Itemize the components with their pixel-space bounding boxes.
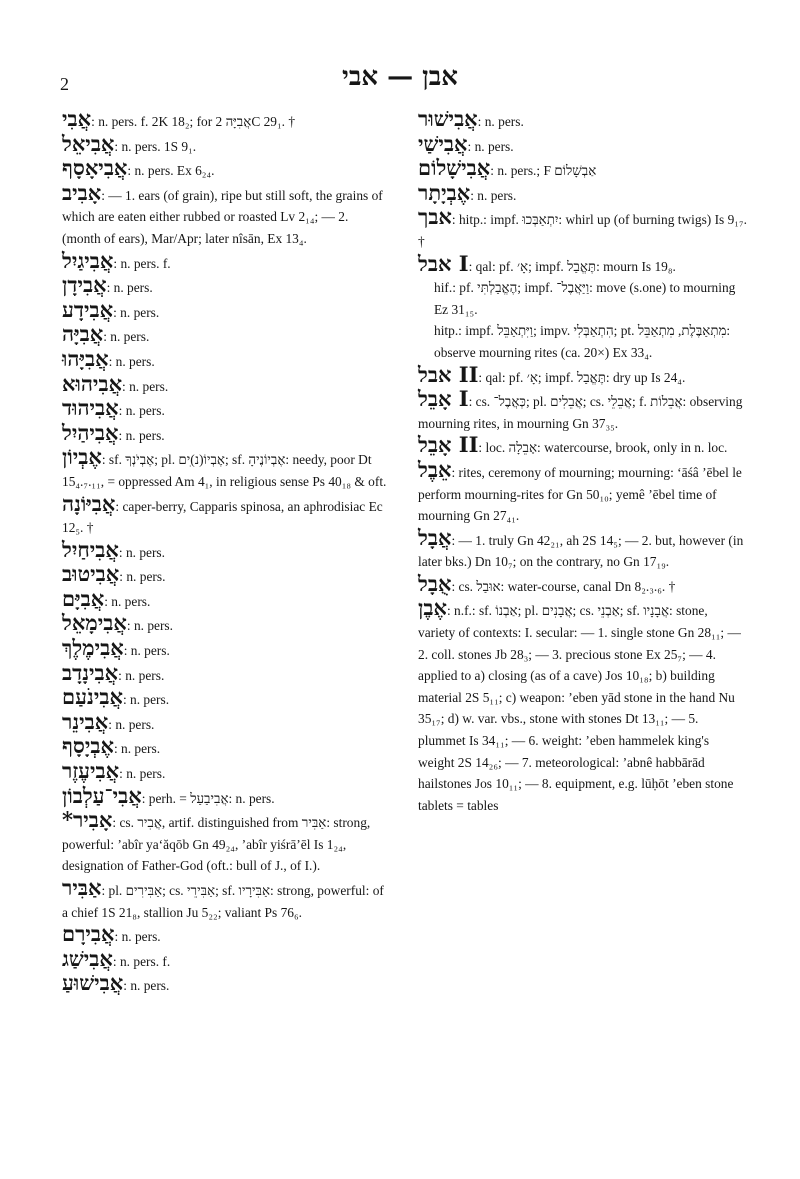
dictionary-entry xyxy=(418,130,748,158)
dictionary-entry xyxy=(62,323,390,348)
entry-headword: אֲבִישַׁג xyxy=(62,945,113,971)
dictionary-entry xyxy=(418,108,748,133)
dictionary-entry xyxy=(62,612,390,637)
dictionary-entry xyxy=(418,524,748,573)
dictionary-entry xyxy=(62,659,390,687)
entry-headword: אֵבֶל xyxy=(418,456,452,482)
entry-headword: אֲבִיאֵל xyxy=(62,130,115,156)
entry-definition: : cs. אֲבִיר, artif. distinguished from אַבִּיר: strong, powerful: ʼabîr yaʻăqōb Gn 49₂₄, ʼabîr yiśrāʼēl Is 1₂₄, designation of Father-God (oft.: bull of J., of I.). xyxy=(62,815,371,874)
dictionary-entry xyxy=(418,206,748,252)
entry-definition: : n. pers. xyxy=(467,138,514,154)
entry-headword: אֲבָל xyxy=(418,524,452,550)
entry-definition: : n. pers. xyxy=(123,643,170,659)
entry-definition: : n. pers. xyxy=(118,544,165,560)
entry-definition: : n. pers. xyxy=(113,304,160,320)
dictionary-entry xyxy=(418,570,748,598)
page-number: 2 xyxy=(60,74,69,94)
entry-headword: I אָבֵל xyxy=(418,386,469,412)
entry-headword: אֲבִיהוּד xyxy=(62,395,119,421)
entry-headword: אֲבִיעֶזֶר xyxy=(62,758,120,784)
dictionary-entry xyxy=(62,296,390,324)
entry-definition: : n. pers. xyxy=(114,929,161,945)
dictionary-entry xyxy=(418,277,748,320)
dictionary-entry xyxy=(62,419,390,447)
entry-definition: : n. pers. xyxy=(108,353,155,369)
dictionary-entry xyxy=(418,597,748,816)
entry-definition: : rites, ceremony of mourning; mourning: ʻāśâ ʼēbel le perform mourning-rites for Gn 50₁₀; yemê ʼēbel time of mourning Gn 27₄₁. xyxy=(418,464,742,524)
entry-headword: אֲבִיָּה xyxy=(62,321,104,347)
entry-definition: : qal: pf. אָ׳; impf. תֶּאֱבַל: mourn Is 19₈. xyxy=(468,258,676,274)
entry-definition: : n. pers. 1S 9₁. xyxy=(114,138,197,154)
entry-headword: אבך xyxy=(418,204,452,230)
dictionary-entry xyxy=(62,708,390,736)
dictionary-entry xyxy=(62,760,390,785)
dictionary-entry xyxy=(62,945,390,973)
running-head: אבן — אבי xyxy=(342,62,458,92)
dictionary-entry xyxy=(418,250,748,278)
entry-headword: אֲבִישׁוּעַ xyxy=(62,970,124,996)
entry-definition: : n. pers.; F אַבְשָׁלוֹם xyxy=(490,163,597,179)
entry-headword: אֶבְיָסָף xyxy=(62,733,114,759)
entry-definition: : sf. אֶבְיֹנְךָ; pl. אֶבְיוֹ(נ)ִים; sf. אֶבְיוֹנֶיהָ: needy, poor Dt 15₄.₇.₁₁, = oppressed Am 4₁, in religious sense Ps 40₁₈ & oft. xyxy=(62,452,387,489)
dictionary-entry xyxy=(62,274,390,299)
entry-headword: אֲבִיטוּב xyxy=(62,561,120,587)
entry-definition: hitp.: impf. וַיִּתְאַבֵּל; impv. הִתְאַבְּלִי; pt. מִתְאַבֶּלֶת, מִתְאַבֵּל: observe mourning rites (ca. 20×) Ex 33₄. xyxy=(434,323,731,360)
entry-definition: : n. pers. Ex 6₂₄. xyxy=(127,163,215,179)
entry-definition: : n. pers. xyxy=(126,618,173,634)
left-column xyxy=(62,108,390,997)
entry-headword: אָבִיר* xyxy=(62,807,113,833)
entry-headword: II אָבֵל xyxy=(418,432,479,458)
dictionary-entry xyxy=(62,370,390,398)
entry-headword: אֲבִימָאֵל xyxy=(62,610,127,636)
entry-definition: : n. pers. xyxy=(104,593,151,609)
entry-headword: I אבל xyxy=(418,250,469,276)
dictionary-entry xyxy=(62,972,390,997)
dictionary-entry xyxy=(62,686,390,711)
entry-definition: : n. pers. xyxy=(477,114,524,129)
dictionary-entry xyxy=(62,130,390,158)
entry-headword: אֲבִיהוּא xyxy=(62,370,123,396)
entry-headword: אֲבִי xyxy=(62,106,92,131)
entry-headword: אֶבְיוֹן xyxy=(62,444,102,470)
entry-headword: אֶבֶן xyxy=(418,595,447,621)
entry-headword: אֲבִיָּהוּ xyxy=(62,345,109,371)
entry-headword: אֲבִישַׁי xyxy=(418,130,468,156)
dictionary-entry xyxy=(418,456,748,527)
entry-definition: : n. pers. xyxy=(118,427,165,443)
entry-definition: : — 1. truly Gn 42₂₁, ah 2S 14₅; — 2. but, however (in later bks.) Dn 10₇; on the contrary, no Gn 17₁₉. xyxy=(418,532,744,570)
dictionary-entry xyxy=(62,536,390,564)
entry-definition: : n. pers. xyxy=(103,329,150,345)
entry-definition: : n. pers. xyxy=(122,378,169,394)
dictionary-entry xyxy=(62,563,390,588)
entry-headword: אַבִּיר xyxy=(62,875,102,900)
dictionary-entry xyxy=(62,782,390,810)
entry-headword: II אבל xyxy=(418,361,479,387)
entry-headword: אֲבִישׁוּר xyxy=(418,106,478,131)
dictionary-entry xyxy=(62,446,390,492)
dictionary-entry xyxy=(62,345,390,373)
entry-definition: : n. pers. xyxy=(470,187,517,203)
entry-definition: : n. pers. xyxy=(106,280,153,296)
entry-definition: hif.: pf. הֶאֱבַלְתִּי; impf. וַיַּאֲבֶל־: move (s.one) to mourning Ez 31₁₅. xyxy=(434,280,736,317)
entry-definition: : hitp.: impf. יִתְאַבְּכוּ: whirl up (of burning twigs) Is 9₁₇. † xyxy=(418,212,747,249)
entry-definition: : loc. אָבֵלָה: watercourse, brook, only in n. loc. xyxy=(478,440,728,456)
entry-definition: : n. pers. xyxy=(118,667,165,683)
entry-definition: : n. pers. xyxy=(123,978,170,994)
entry-definition: : cs. כְּאֲבֶל־; pl. אֲבֵלִים; cs. אֲבֵלֵי; f. אֲבֵלוֹת: observing mourning rites, in mourning Gn 37₃₅. xyxy=(418,394,743,431)
entry-headword: אֲבִיגַיִל xyxy=(62,247,114,273)
entry-definition: : n. pers. xyxy=(119,569,166,585)
entry-definition: : pl. אַבִּירִים; cs. אַבִּירֵי; sf. אַבִּירָיו: strong, powerful: of a chief 1S 21₈, stallion Ju 5₂₂; valiant Ps 76₆. xyxy=(62,883,384,920)
dictionary-entry xyxy=(418,179,748,207)
entry-definition: : n.f.: sf. אַבְנוֹ; pl. אֲבָנִים; cs. אַבְנֵי; sf. אֲבָנָיו: stone, variety of contexts: I. secular: — 1. single stone Gn 28₁₁; — 2. coll. stones Jb 28₃; — 3. precious stone Ex 25₇; — 4. applied to a) closing (as of a cave) Jos 10₁₈; b) building material 2S 5₁₁; c) weapon: ʼeben yād stone in the hand Nu 35₁₇; d) w. var. vbs., stone with stones Dt 13₁₁; — 5. plummet Is 34₁₁; — 6. weight: ʼeben hammelek king's weight 2S 14₂₆; — 7. meteorological: ʼabnê habbārād hailstones Jos 10₁₁; — 8. equipment, e.g. lūḥōt ʼeben stone tablets = tables xyxy=(418,603,741,813)
entry-definition: : n. pers. xyxy=(108,716,155,732)
entry-headword: אֲבִיחַיִל xyxy=(62,536,119,562)
dictionary-entry xyxy=(62,397,390,422)
entry-headword: אֲבִידָן xyxy=(62,272,107,298)
dictionary-entry xyxy=(62,108,390,133)
dictionary-entry xyxy=(418,157,748,182)
entry-headword: אֲבִיאָסָף xyxy=(62,155,128,181)
entry-headword: אֻבָל xyxy=(418,570,452,596)
entry-headword: אֲבִיָּם xyxy=(62,585,105,611)
entry-headword: אֲבִישָׁלוֹם xyxy=(418,155,491,181)
entry-headword: אֲבִימֶלֶךְ xyxy=(62,635,124,661)
entry-headword: אֲבִיהַיִל xyxy=(62,419,119,445)
entry-definition: : qal: pf. אָ׳; impf. תֶּאֱבַל: dry up Is 24₄. xyxy=(478,369,686,385)
entry-headword: אֲבִירָם xyxy=(62,921,115,947)
entry-definition: : n. pers. f. 2K 18₂; for אֲבִיָּה 2C 29₁. † xyxy=(91,114,296,129)
dictionary-entry xyxy=(62,923,390,948)
entry-headword: אֲבִינֵר xyxy=(62,708,109,734)
entry-headword: אֲבִינָדָב xyxy=(62,659,119,685)
entry-headword: אֲבִידָע xyxy=(62,296,114,322)
entry-definition: : n. pers. xyxy=(118,403,165,419)
dictionary-entry xyxy=(62,637,390,662)
entry-definition: : caper-berry, Capparis spinosa, an aphrodisiac Ec 12₅. † xyxy=(62,498,383,536)
entry-headword: אֲבִינֹעַם xyxy=(62,684,123,710)
entry-headword: אָבִיב xyxy=(62,179,102,205)
dictionary-entry xyxy=(62,157,390,182)
entry-headword: אֲבִיּוֹנָה xyxy=(62,490,116,516)
entry-headword: אֲבִי־עַלְבוֹן xyxy=(62,782,142,808)
dictionary-entry xyxy=(62,179,390,250)
entry-definition: : n. pers. f. xyxy=(113,255,171,271)
right-column xyxy=(418,108,748,816)
dictionary-entry xyxy=(418,320,748,363)
dictionary-entry xyxy=(62,585,390,613)
entry-definition: : perh. = אֲבִיבַעַל: n. pers. xyxy=(141,790,275,806)
entry-headword: אֶבְיָתָר xyxy=(418,179,471,205)
dictionary-entry xyxy=(62,247,390,275)
dictionary-entry xyxy=(418,388,748,434)
dictionary-entry xyxy=(62,490,390,539)
entry-definition: : cs. אוּבַל: water-course, canal Dn 8₂.₃.₆. † xyxy=(451,578,676,594)
dictionary-entry xyxy=(62,877,390,923)
dictionary-entry xyxy=(418,361,748,389)
entry-definition: : n. pers. xyxy=(113,741,161,757)
dictionary-entry xyxy=(62,809,390,877)
entry-definition: : — 1. ears (of grain), ripe but still soft, the grains of which are eaten either rubbed or roasted Lv 2₁₄; — 2. (month of ears), Mar/Apr; later nîsān, Ex 13₄. xyxy=(62,187,383,246)
entry-definition: : n. pers. xyxy=(119,766,166,782)
entry-definition: : n. pers. xyxy=(122,692,170,708)
entry-definition: : n. pers. f. xyxy=(112,953,171,969)
dictionary-entry xyxy=(62,735,390,760)
dictionary-entry xyxy=(418,434,748,459)
